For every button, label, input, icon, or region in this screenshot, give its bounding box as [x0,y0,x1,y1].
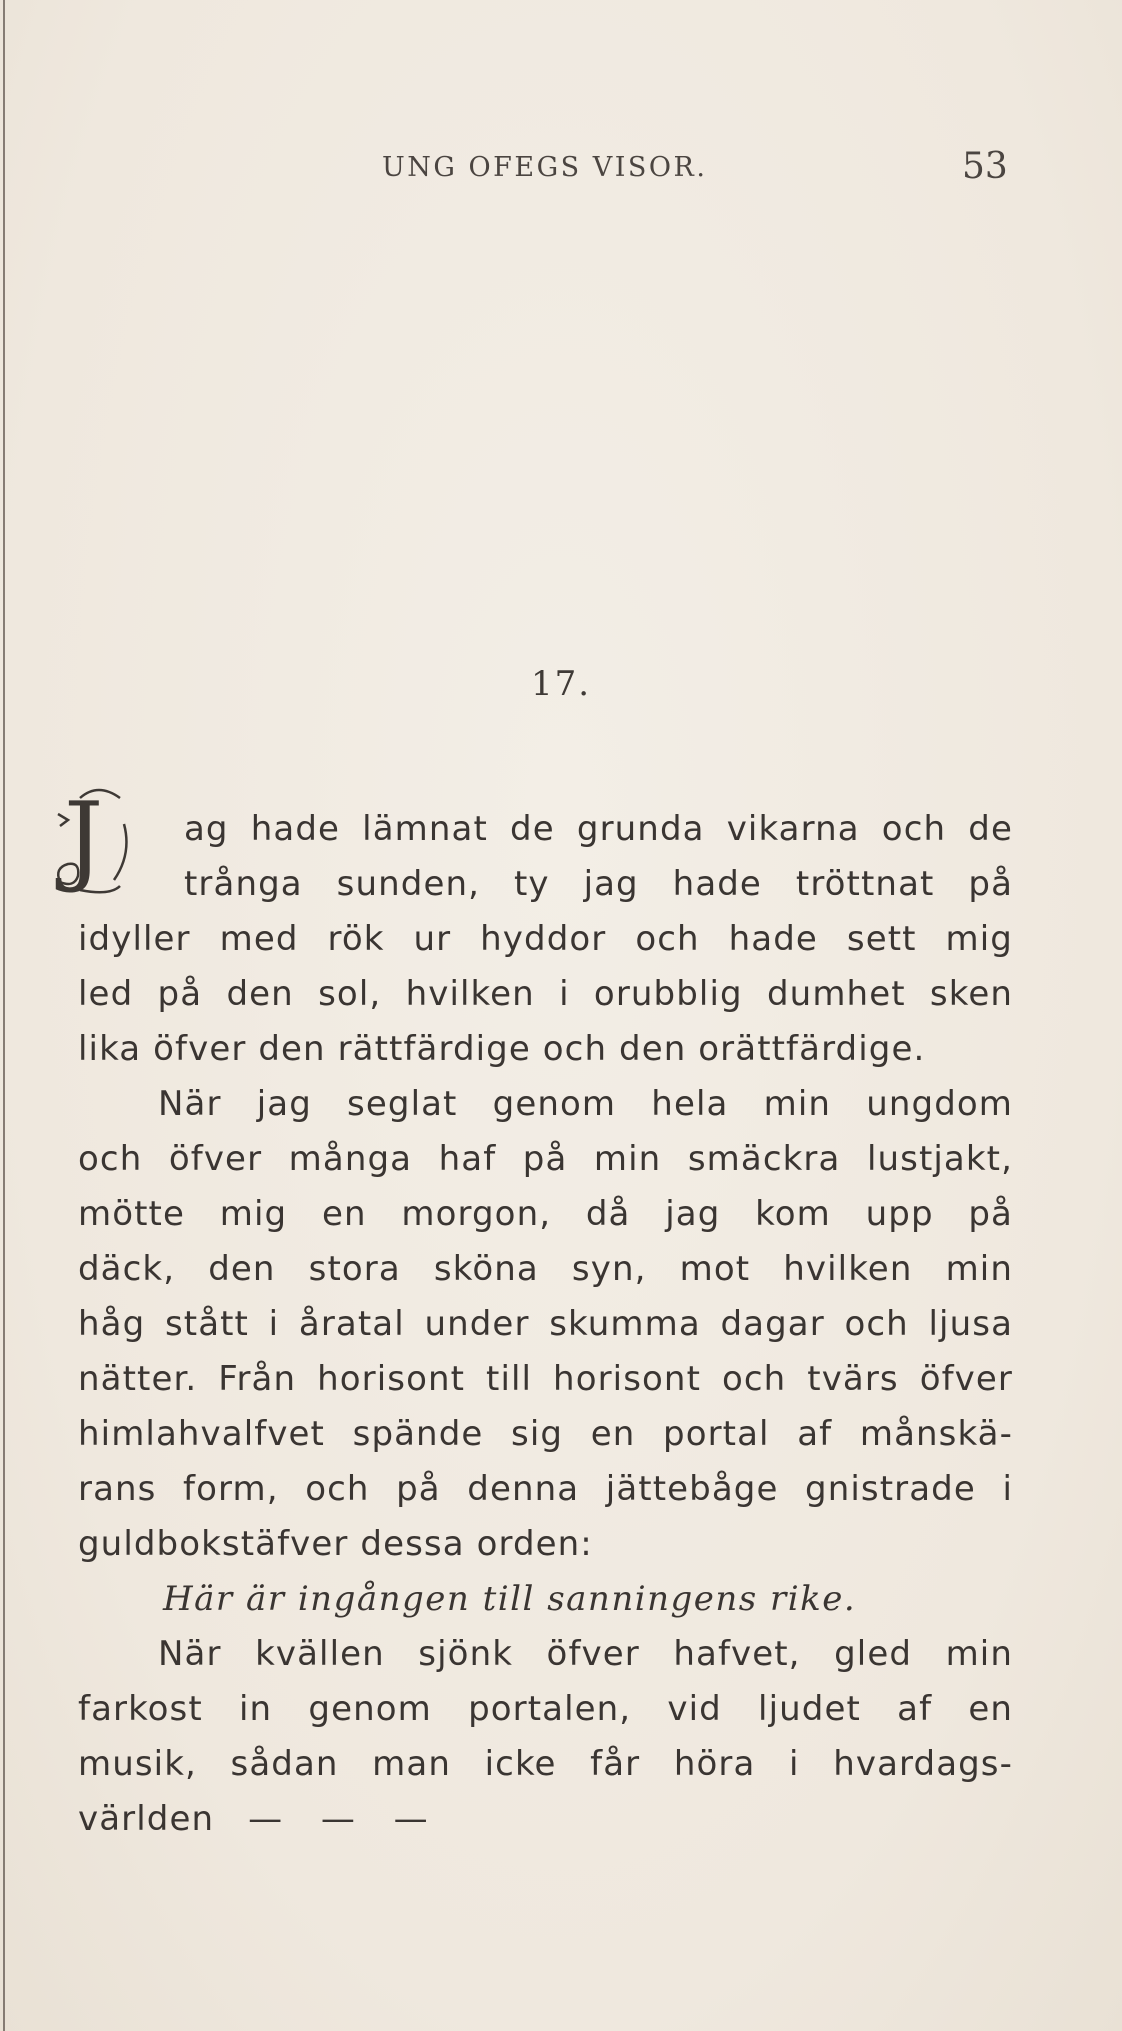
text-line: musik, sådan man icke får höra i hvardags- [78,1744,1013,1784]
text-line: håg stått i åratal under skumma dagar och ljusa [78,1304,1013,1344]
text-line: guldbokstäfver dessa orden: [78,1524,593,1564]
text-line: världen [78,1799,215,1839]
body-text [78,802,1013,1847]
inscription-line: Här är ingången till sanningens rike. [163,1579,857,1619]
text-line: idyller med rök ur hyddor och hade sett mig [78,919,1013,959]
trailing-dashes: — — — [248,1799,442,1839]
page-edge [3,0,5,2031]
text-line: däck, den stora sköna syn, mot hvilken min [78,1249,1013,1289]
text-line: nätter. Från horisont till horisont och tvärs öfver [78,1359,1013,1399]
running-header [0,146,1122,190]
text-line: lika öfver den rättfärdige och den orättfärdige. [78,1029,926,1069]
section-number: 17. [530,664,592,704]
text-line: rans form, och på denna jättebåge gnistrade i [78,1469,1013,1509]
text-line: himlahvalfvet spände sig en portal af månskä- [78,1414,1013,1454]
drop-cap-letter: J [64,782,104,896]
final-line [78,1792,1013,1847]
text-line: farkost in genom portalen, vid ljudet af en [78,1689,1013,1729]
text-line: led på den sol, hvilken i orubblig dumhet sken [78,974,1013,1014]
text-line: När jag seglat genom hela min ungdom [158,1084,1013,1124]
text-line: ag hade lämnat de grunda vikarna och de [184,809,1013,849]
text-line: och öfver många haf på min smäckra lustjakt, [78,1139,1013,1179]
text-line: När kvällen sjönk öfver hafvet, gled min [158,1634,1013,1674]
running-title: UNG OFEGS VISOR. [382,152,708,183]
text-line: mötte mig en morgon, då jag kom upp på [78,1194,1013,1234]
text-line: trånga sunden, ty jag hade tröttnat på [184,864,1013,904]
page-number: 53 [962,146,1008,187]
